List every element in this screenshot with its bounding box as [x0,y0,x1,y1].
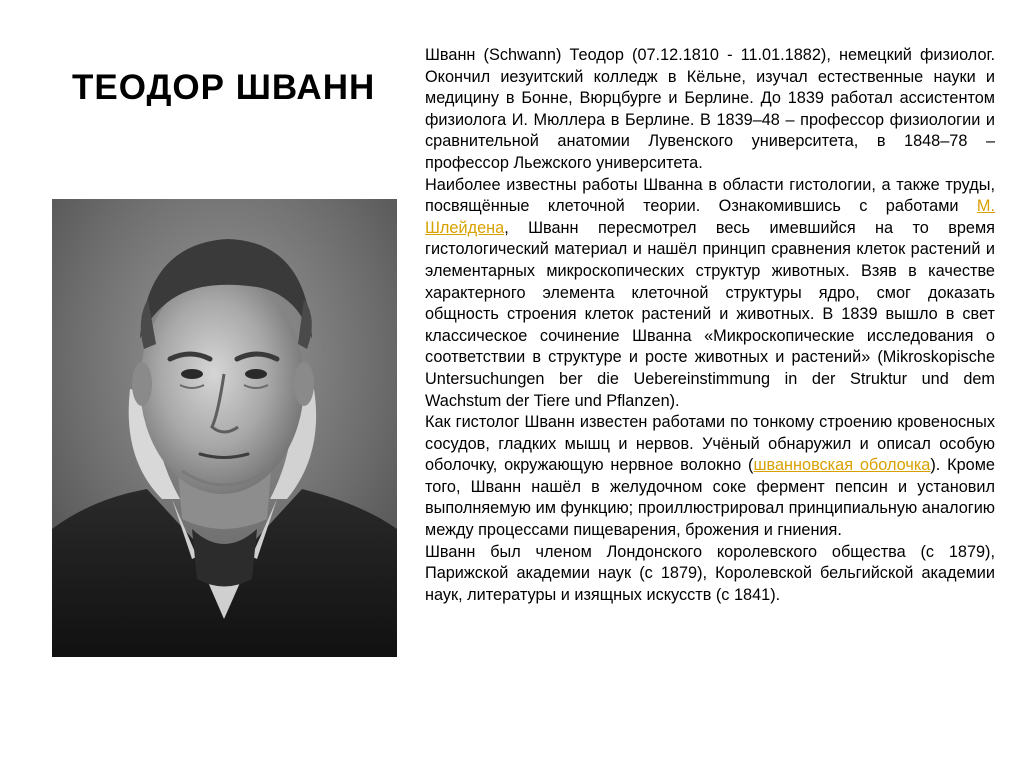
slide-title: ТЕОДОР ШВАНН [72,68,376,107]
schleiden-link[interactable]: М. Шлейдена [425,197,995,237]
portrait-image [52,199,397,657]
bio-paragraph-3-text-start: Как гистолог Шванн известен работами по тонкому строению кровеносных сосудов, гладких мышц и нервов. Учёный обнаружил и описал особую оболочку, окружающую нервное волокно ( [425,413,995,475]
schwann-sheath-link[interactable]: шванновская оболочка [753,456,931,475]
bio-paragraph-2-text-start: Наиболее известны работы Шванна в области гистологии, а также труды, посвящённые клеточной теории. Ознакомившись с работами [425,175,995,216]
bio-paragraph-3 [425,412,995,542]
bio-paragraph-3-text-end: ). Кроме того, Шванн нашёл в желудочном соке фермент пепсин и установил выполняемую им функцию; проиллюстрировал принципиальную аналогию между процессами пищеварения, брожения и гниения. [425,456,995,540]
bio-paragraph-4: Шванн был членом Лондонского королевского общества (с 1879), Парижской академии наук (с 1879), Королевской бельгийской академии наук, литературы и изящных искусств (с 1841). [425,542,995,604]
bio-paragraph-2-text-end: , Шванн пересмотрел весь имевшийся на то время гистологический материал и нашёл принцип сравнения клеток растений и элементарных микроскопических структур животных. Взяв в качестве характерного элемента клеточной структуры ядро, смог доказать общность строения клеток растений и животных. В 1839 вышло в свет классическое сочинение Шванна «Микроскопические исследования о соответствии в структуре и росте животных и растений» (Mikroskopische Untersuchungen ber die Uebereinstimmung in der Struktur und dem Wachstum der Tiere und Pflanzen). [425,218,995,410]
bio-paragraph-1: Шванн (Schwann) Теодор (07.12.1810 - 11.01.1882), немецкий физиолог. Окончил иезуитский колледж в Кёльне, изучал естественные науки и медицину в Бонне, Вюрцбурге и Берлине. До 1839 работал ассистентом физиолога И. Мюллера в Берлине. В 1839–48 – профессор физиологии и сравнительной анатомии Лувенского университета, в 1848–78 – профессор Льежского университета. [425,46,995,172]
biography-text [425,45,995,606]
bio-paragraph-2 [425,175,995,413]
